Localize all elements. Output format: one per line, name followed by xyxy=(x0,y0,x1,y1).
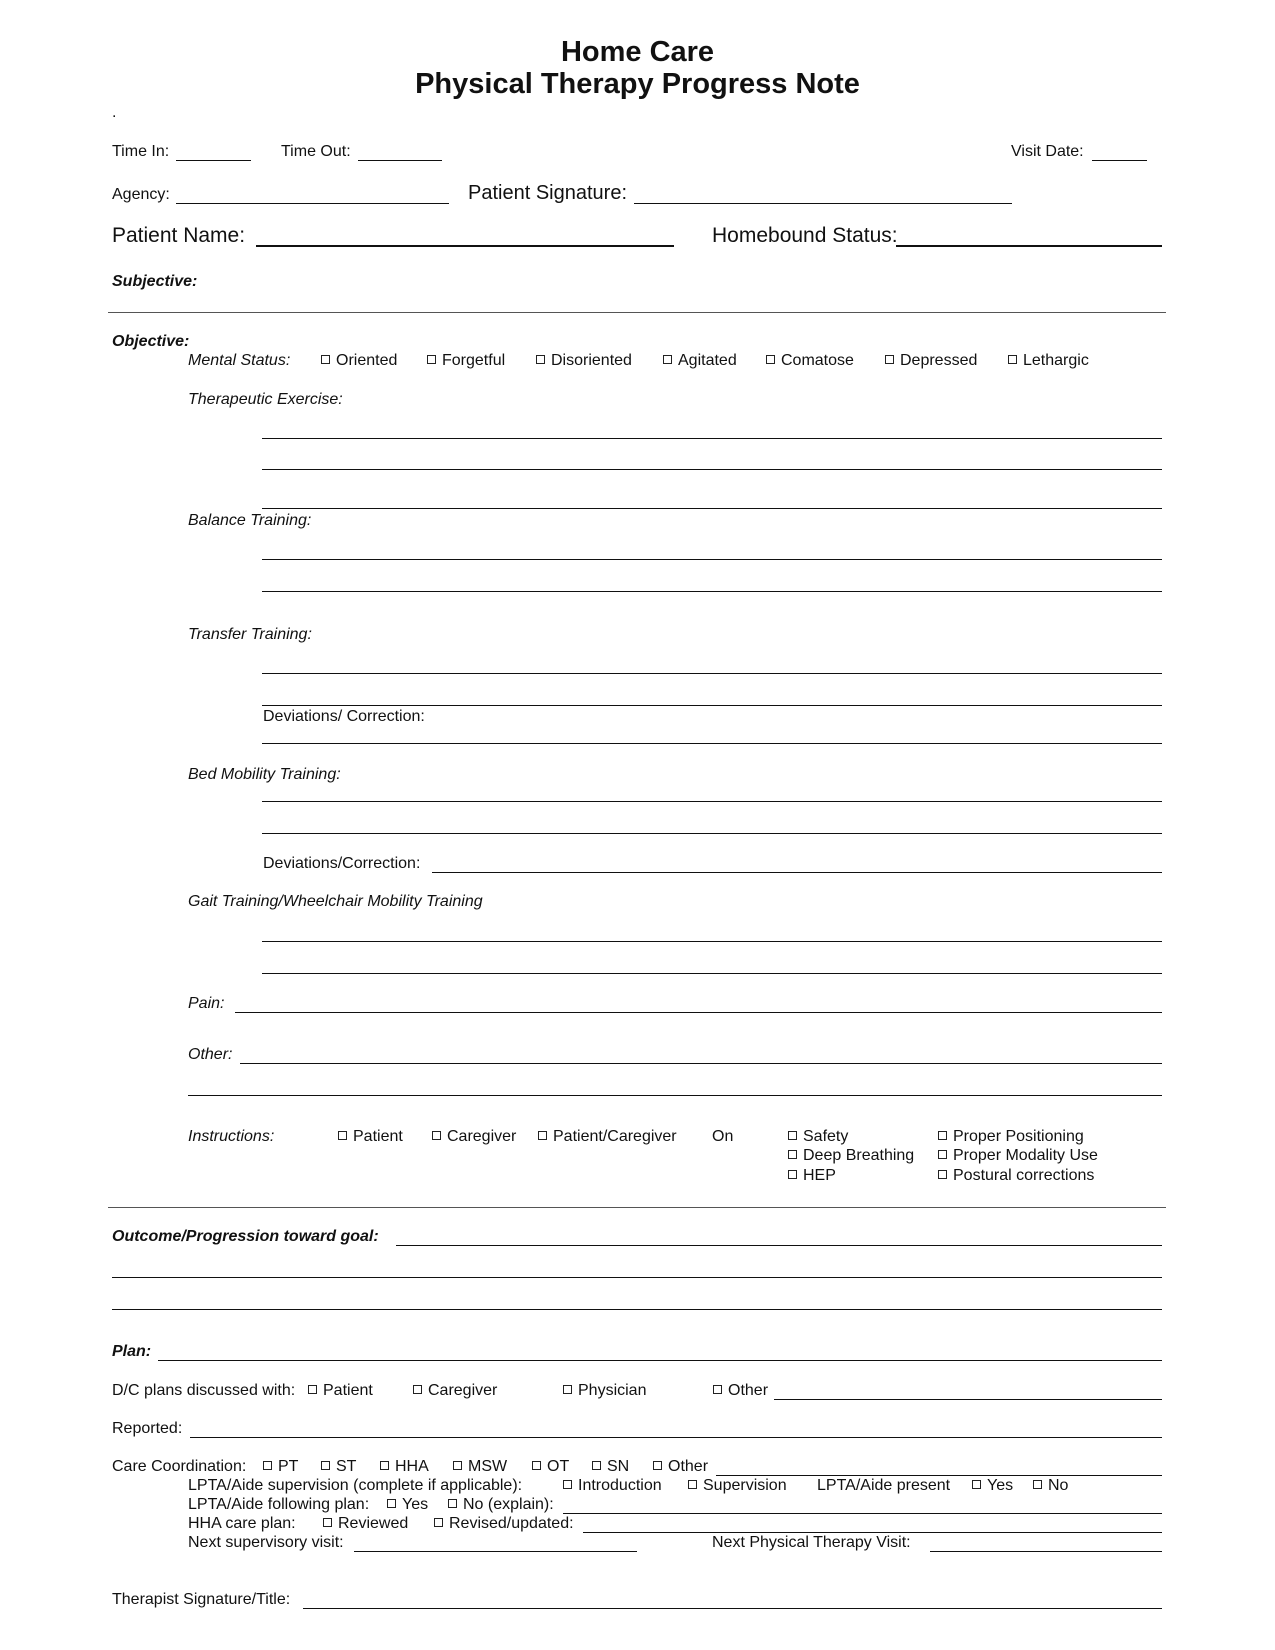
bed-mobility-label: Bed Mobility Training: xyxy=(188,766,341,783)
instructions-label: Instructions: xyxy=(188,1128,275,1145)
gait-training-line[interactable] xyxy=(262,941,1162,942)
checkbox-icon[interactable] xyxy=(308,1385,317,1394)
checkbox-icon[interactable] xyxy=(432,1131,441,1140)
plan-label: Plan: xyxy=(112,1343,152,1360)
mental-depressed-option[interactable]: Depressed xyxy=(885,352,977,370)
other-line[interactable] xyxy=(188,1095,1162,1096)
form-subtitle: Physical Therapy Progress Note xyxy=(415,68,860,100)
care-hha-option[interactable]: HHA xyxy=(380,1458,429,1476)
lpta-following-yes-option[interactable]: Yes xyxy=(387,1496,428,1514)
lpta-present-label: LPTA/Aide present xyxy=(817,1477,951,1494)
instructions-proper-modality-option[interactable]: Proper Modality Use xyxy=(938,1147,1098,1165)
checkbox-icon[interactable] xyxy=(972,1480,981,1489)
checkbox-icon[interactable] xyxy=(1008,355,1017,364)
instructions-caregiver-option[interactable]: Caregiver xyxy=(432,1128,516,1146)
mental-oriented-option[interactable]: Oriented xyxy=(321,352,397,370)
time-out-field[interactable] xyxy=(358,160,442,161)
bed-mobility-line[interactable] xyxy=(262,833,1162,834)
therapeutic-exercise-line[interactable] xyxy=(262,469,1162,470)
checkbox-icon[interactable] xyxy=(788,1131,797,1140)
bed-mobility-line[interactable] xyxy=(262,801,1162,802)
checkbox-icon[interactable] xyxy=(788,1170,797,1179)
instructions-postural-corrections-option[interactable]: Postural corrections xyxy=(938,1167,1094,1185)
transfer-training-label: Transfer Training: xyxy=(188,626,312,643)
checkbox-icon[interactable] xyxy=(427,355,436,364)
dc-other-field[interactable] xyxy=(774,1399,1162,1400)
balance-training-label: Balance Training: xyxy=(188,512,312,529)
reported-field[interactable] xyxy=(190,1437,1162,1438)
instructions-safety-option[interactable]: Safety xyxy=(788,1128,848,1146)
dc-physician-option[interactable]: Physician xyxy=(563,1382,646,1400)
checkbox-icon[interactable] xyxy=(1033,1480,1042,1489)
pain-field[interactable] xyxy=(235,1012,1162,1013)
lpta-present-no-option[interactable]: No xyxy=(1033,1477,1068,1495)
gait-training-line[interactable] xyxy=(262,973,1162,974)
patient-name-label: Patient Name: xyxy=(112,224,246,247)
outcome-field[interactable] xyxy=(396,1245,1162,1246)
checkbox-icon[interactable] xyxy=(713,1385,722,1394)
dc-plans-label: D/C plans discussed with: xyxy=(112,1382,296,1399)
visit-date-label: Visit Date: xyxy=(1011,143,1084,160)
visit-date-field[interactable] xyxy=(1092,160,1147,161)
next-pt-visit-label: Next Physical Therapy Visit: xyxy=(712,1534,911,1551)
lpta-supervision-option[interactable]: Supervision xyxy=(688,1477,787,1495)
stray-dot: . xyxy=(112,104,117,121)
care-msw-option[interactable]: MSW xyxy=(453,1458,507,1476)
checkbox-icon[interactable] xyxy=(663,355,672,364)
therapist-signature-label: Therapist Signature/Title: xyxy=(112,1591,291,1608)
care-st-option[interactable]: ST xyxy=(321,1458,356,1476)
homebound-status-label: Homebound Status: xyxy=(712,224,898,247)
care-other-field[interactable] xyxy=(716,1475,1162,1476)
checkbox-icon[interactable] xyxy=(885,355,894,364)
instructions-deep-breathing-option[interactable]: Deep Breathing xyxy=(788,1147,914,1165)
checkbox-icon[interactable] xyxy=(938,1131,947,1140)
care-pt-option[interactable]: PT xyxy=(263,1458,298,1476)
outcome-label: Outcome/Progression toward goal: xyxy=(112,1228,379,1245)
balance-training-line[interactable] xyxy=(262,591,1162,592)
agency-field[interactable] xyxy=(176,203,449,204)
other-field[interactable] xyxy=(240,1063,1162,1064)
time-in-label: Time In: xyxy=(112,143,170,160)
mental-comatose-option[interactable]: Comatose xyxy=(766,352,854,370)
checkbox-icon[interactable] xyxy=(536,355,545,364)
outcome-line[interactable] xyxy=(112,1277,1162,1278)
dc-other-option[interactable]: Other xyxy=(713,1382,768,1400)
form-title: Home Care xyxy=(560,36,715,68)
checkbox-icon[interactable] xyxy=(938,1150,947,1159)
checkbox-icon[interactable] xyxy=(434,1518,443,1527)
lpta-supervision-label: LPTA/Aide supervision (complete if applicable): xyxy=(188,1477,523,1494)
mental-disoriented-option[interactable]: Disoriented xyxy=(536,352,632,370)
gait-training-label: Gait Training/Wheelchair Mobility Training xyxy=(188,893,483,910)
care-sn-option[interactable]: SN xyxy=(592,1458,629,1476)
section-divider xyxy=(108,1207,1166,1208)
therapeutic-exercise-line[interactable] xyxy=(262,438,1162,439)
pain-label: Pain: xyxy=(188,995,225,1012)
checkbox-icon[interactable] xyxy=(263,1461,272,1470)
checkbox-icon[interactable] xyxy=(338,1131,347,1140)
therapeutic-exercise-label: Therapeutic Exercise: xyxy=(188,391,343,408)
lpta-present-yes-option[interactable]: Yes xyxy=(972,1477,1013,1495)
therapist-signature-field[interactable] xyxy=(303,1608,1162,1609)
section-divider xyxy=(108,312,1166,313)
checkbox-icon[interactable] xyxy=(766,355,775,364)
patient-signature-label: Patient Signature: xyxy=(468,182,627,204)
outcome-line[interactable] xyxy=(112,1309,1162,1310)
next-supervisory-field[interactable] xyxy=(354,1551,637,1552)
next-pt-visit-field[interactable] xyxy=(930,1551,1162,1552)
balance-training-line[interactable] xyxy=(262,559,1162,560)
checkbox-icon[interactable] xyxy=(453,1461,462,1470)
checkbox-icon[interactable] xyxy=(938,1170,947,1179)
care-coordination-label: Care Coordination: xyxy=(112,1458,247,1475)
instructions-hep-option[interactable]: HEP xyxy=(788,1167,836,1185)
mental-agitated-option[interactable]: Agitated xyxy=(663,352,737,370)
mental-forgetful-option[interactable]: Forgetful xyxy=(427,352,505,370)
checkbox-icon[interactable] xyxy=(380,1461,389,1470)
care-other-option[interactable]: Other xyxy=(653,1458,708,1476)
instructions-proper-positioning-option[interactable]: Proper Positioning xyxy=(938,1128,1084,1146)
transfer-deviations-line[interactable] xyxy=(262,743,1162,744)
checkbox-icon[interactable] xyxy=(323,1518,332,1527)
checkbox-icon[interactable] xyxy=(688,1480,697,1489)
checkbox-icon[interactable] xyxy=(321,1461,330,1470)
hha-revised-option[interactable]: Revised/updated: xyxy=(434,1515,574,1533)
transfer-training-line[interactable] xyxy=(262,673,1162,674)
checkbox-icon[interactable] xyxy=(653,1461,662,1470)
mental-lethargic-option[interactable]: Lethargic xyxy=(1008,352,1089,370)
time-in-field[interactable] xyxy=(176,160,251,161)
dc-caregiver-option[interactable]: Caregiver xyxy=(413,1382,497,1400)
objective-label: Objective: xyxy=(112,333,190,350)
agency-label: Agency: xyxy=(112,186,170,203)
hha-reviewed-option[interactable]: Reviewed xyxy=(323,1515,408,1533)
checkbox-icon[interactable] xyxy=(448,1499,457,1508)
checkbox-icon[interactable] xyxy=(592,1461,601,1470)
instructions-patient-option[interactable]: Patient xyxy=(338,1128,403,1146)
checkbox-icon[interactable] xyxy=(387,1499,396,1508)
patient-name-field[interactable] xyxy=(256,245,674,247)
next-supervisory-label: Next supervisory visit: xyxy=(188,1534,344,1551)
transfer-deviations-label: Deviations/ Correction: xyxy=(263,708,425,725)
time-out-label: Time Out: xyxy=(281,143,351,160)
lpta-following-explain-field[interactable] xyxy=(563,1513,1162,1514)
lpta-introduction-option[interactable]: Introduction xyxy=(563,1477,662,1495)
care-ot-option[interactable]: OT xyxy=(532,1458,569,1476)
therapeutic-exercise-line[interactable] xyxy=(262,508,1162,509)
transfer-training-line[interactable] xyxy=(262,705,1162,706)
other-label: Other: xyxy=(188,1046,233,1063)
patient-signature-field[interactable] xyxy=(634,203,1012,204)
bed-deviations-field[interactable] xyxy=(432,872,1162,873)
hha-revised-field[interactable] xyxy=(583,1532,1162,1533)
lpta-following-label: LPTA/Aide following plan: xyxy=(188,1496,370,1513)
checkbox-icon[interactable] xyxy=(563,1480,572,1489)
plan-field[interactable] xyxy=(158,1360,1162,1361)
checkbox-icon[interactable] xyxy=(413,1385,422,1394)
lpta-following-no-option[interactable]: No (explain): xyxy=(448,1496,554,1514)
checkbox-icon[interactable] xyxy=(563,1385,572,1394)
homebound-status-field[interactable] xyxy=(896,245,1162,247)
reported-label: Reported: xyxy=(112,1420,183,1437)
bed-deviations-label: Deviations/Correction: xyxy=(263,855,421,872)
instructions-patient-caregiver-option[interactable]: Patient/Caregiver xyxy=(538,1128,677,1146)
dc-patient-option[interactable]: Patient xyxy=(308,1382,373,1400)
checkbox-icon[interactable] xyxy=(532,1461,541,1470)
checkbox-icon[interactable] xyxy=(788,1150,797,1159)
checkbox-icon[interactable] xyxy=(538,1131,547,1140)
mental-status-label: Mental Status: xyxy=(188,352,291,369)
subjective-label: Subjective: xyxy=(112,273,198,290)
checkbox-icon[interactable] xyxy=(321,355,330,364)
hha-care-plan-label: HHA care plan: xyxy=(188,1515,296,1532)
instructions-on-label: On xyxy=(712,1128,734,1145)
